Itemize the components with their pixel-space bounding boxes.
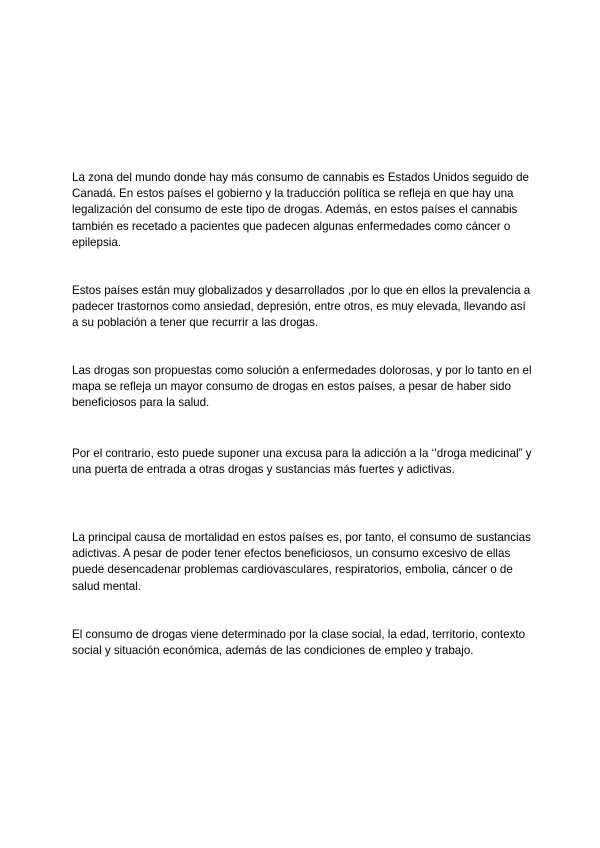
paragraph-cannabis-consumption: La zona del mundo donde hay más consumo de cannabis es Estados Unidos seguido de Canadá. En estos países el gobierno y la traducción política se refleja en que hay una legalización del consumo de este tipo de drogas. Además, en estos países el cannabis también es recetado a pacientes que padecen algunas enfermedades como cáncer o epilepsia. — [72, 171, 529, 249]
paragraph-mortality-cause: La principal causa de mortalidad en estos países es, por tanto, el consumo de sustancias adictivas. A pesar de poder tener efectos beneficiosos, un consumo excesivo de ellas puede desencadenar problemas cardiovasculares, respiratorios, embolia, cáncer o de salud mental. — [72, 531, 531, 593]
paragraph-determinants: El consumo de drogas viene determinado por la clase social, la edad, territorio, contexto social y situación económica, además de las condiciones de empleo y trabajo. — [72, 628, 526, 658]
paragraph-globalization: Estos países están muy globalizados y desarrollados ,por lo que en ellos la prevalencia a padecer trastornos como ansiedad, depresión, entre otros, es muy elevada, llevando así a su población a tener que recurrir a las drogas. — [72, 284, 531, 330]
paragraph-drugs-as-solution: Las drogas son propuestas como solución a enfermedades dolorosas, y por lo tanto en el mapa se refleja un mayor consumo de drogas en estos países, a pesar de haber sido beneficiosos para la salud. — [72, 364, 532, 410]
paragraph-addiction-excuse: Por el contrario, esto puede suponer una excusa para la adicción a la ‘’droga medicinal” y una puerta de entrada a otras drogas y sustancias más fuertes y adictivas. — [72, 447, 532, 477]
